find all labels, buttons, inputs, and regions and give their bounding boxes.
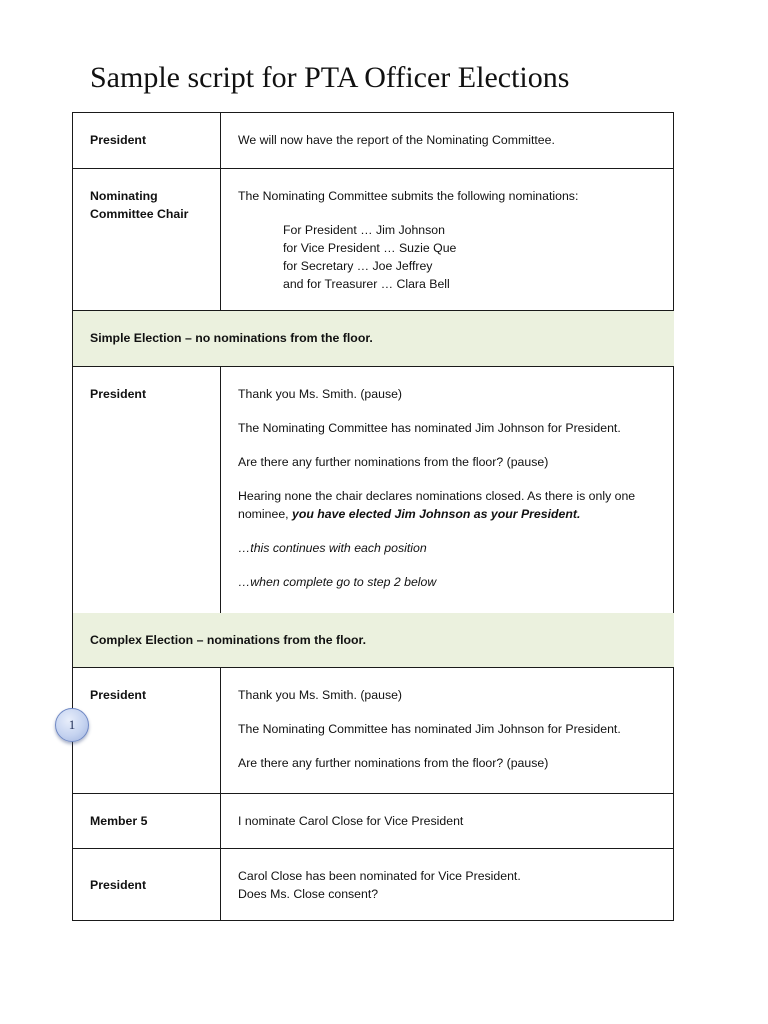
speech-paragraph: Thank you Ms. Smith. (pause): [238, 688, 403, 702]
speech-text: Carol Close has been nominated for Vice President.: [238, 868, 521, 883]
table-row: [73, 849, 674, 921]
section-simple-election: Simple Election – no nominations from the floor.: [73, 311, 674, 367]
speech-text: Does Ms. Close consent?: [238, 886, 379, 901]
table-row: [73, 668, 674, 794]
document-title: Sample script for PTA Officer Elections: [90, 61, 570, 94]
speech-cell: [221, 367, 674, 613]
speech-cell: [221, 113, 674, 169]
speech-note: …when complete go to step 2 below: [238, 575, 437, 589]
speech-paragraph: The Nominating Committee has nominated Jim Johnson for President.: [238, 722, 621, 736]
closing-statement: Hearing none the chair declares nominations closed. As there is only one nominee,: [238, 489, 636, 521]
speaker-cell: President: [73, 849, 221, 921]
speaker-cell: President: [73, 367, 221, 613]
speaker-cell: President: [73, 113, 221, 169]
nominations-list: [283, 221, 665, 293]
nomination-line: for Secretary … Joe Jeffrey: [283, 259, 433, 273]
speech-cell: [221, 668, 674, 794]
speaker-cell: President: [73, 668, 221, 794]
section-header-row: [73, 311, 674, 367]
nomination-line: and for Treasurer … Clara Bell: [283, 277, 450, 291]
speech-paragraph: [238, 487, 665, 523]
election-script-table: [72, 112, 674, 921]
speech-note: …this continues with each position: [238, 541, 427, 555]
election-result-emphasis: you have elected Jim Johnson as your President.: [292, 507, 581, 521]
table-row: [73, 367, 674, 613]
nomination-line: for Vice President … Suzie Que: [283, 241, 457, 255]
section-complex-election: Complex Election – nominations from the floor.: [73, 613, 674, 668]
step-number-badge: 1: [55, 708, 89, 742]
section-header-row: [73, 613, 674, 668]
nominations-intro: The Nominating Committee submits the following nominations:: [238, 189, 579, 203]
table-row: [73, 113, 674, 169]
speaker-cell: Member 5: [73, 794, 221, 849]
speech-paragraph: Are there any further nominations from the floor? (pause): [238, 455, 549, 469]
speech-text: I nominate Carol Close for Vice President: [238, 814, 464, 828]
table-row: [73, 169, 674, 311]
speech-paragraph: Are there any further nominations from the floor? (pause): [238, 756, 549, 770]
speech-text: We will now have the report of the Nominating Committee.: [238, 133, 555, 147]
nomination-line: For President … Jim Johnson: [283, 223, 445, 237]
table-row: [73, 794, 674, 849]
speech-cell: [221, 169, 674, 311]
speech-paragraph: The Nominating Committee has nominated Jim Johnson for President.: [238, 421, 621, 435]
speech-paragraph: Thank you Ms. Smith. (pause): [238, 387, 403, 401]
speaker-cell: Nominating Committee Chair: [73, 169, 221, 311]
speech-cell: [221, 794, 674, 849]
speech-cell: [221, 849, 674, 921]
